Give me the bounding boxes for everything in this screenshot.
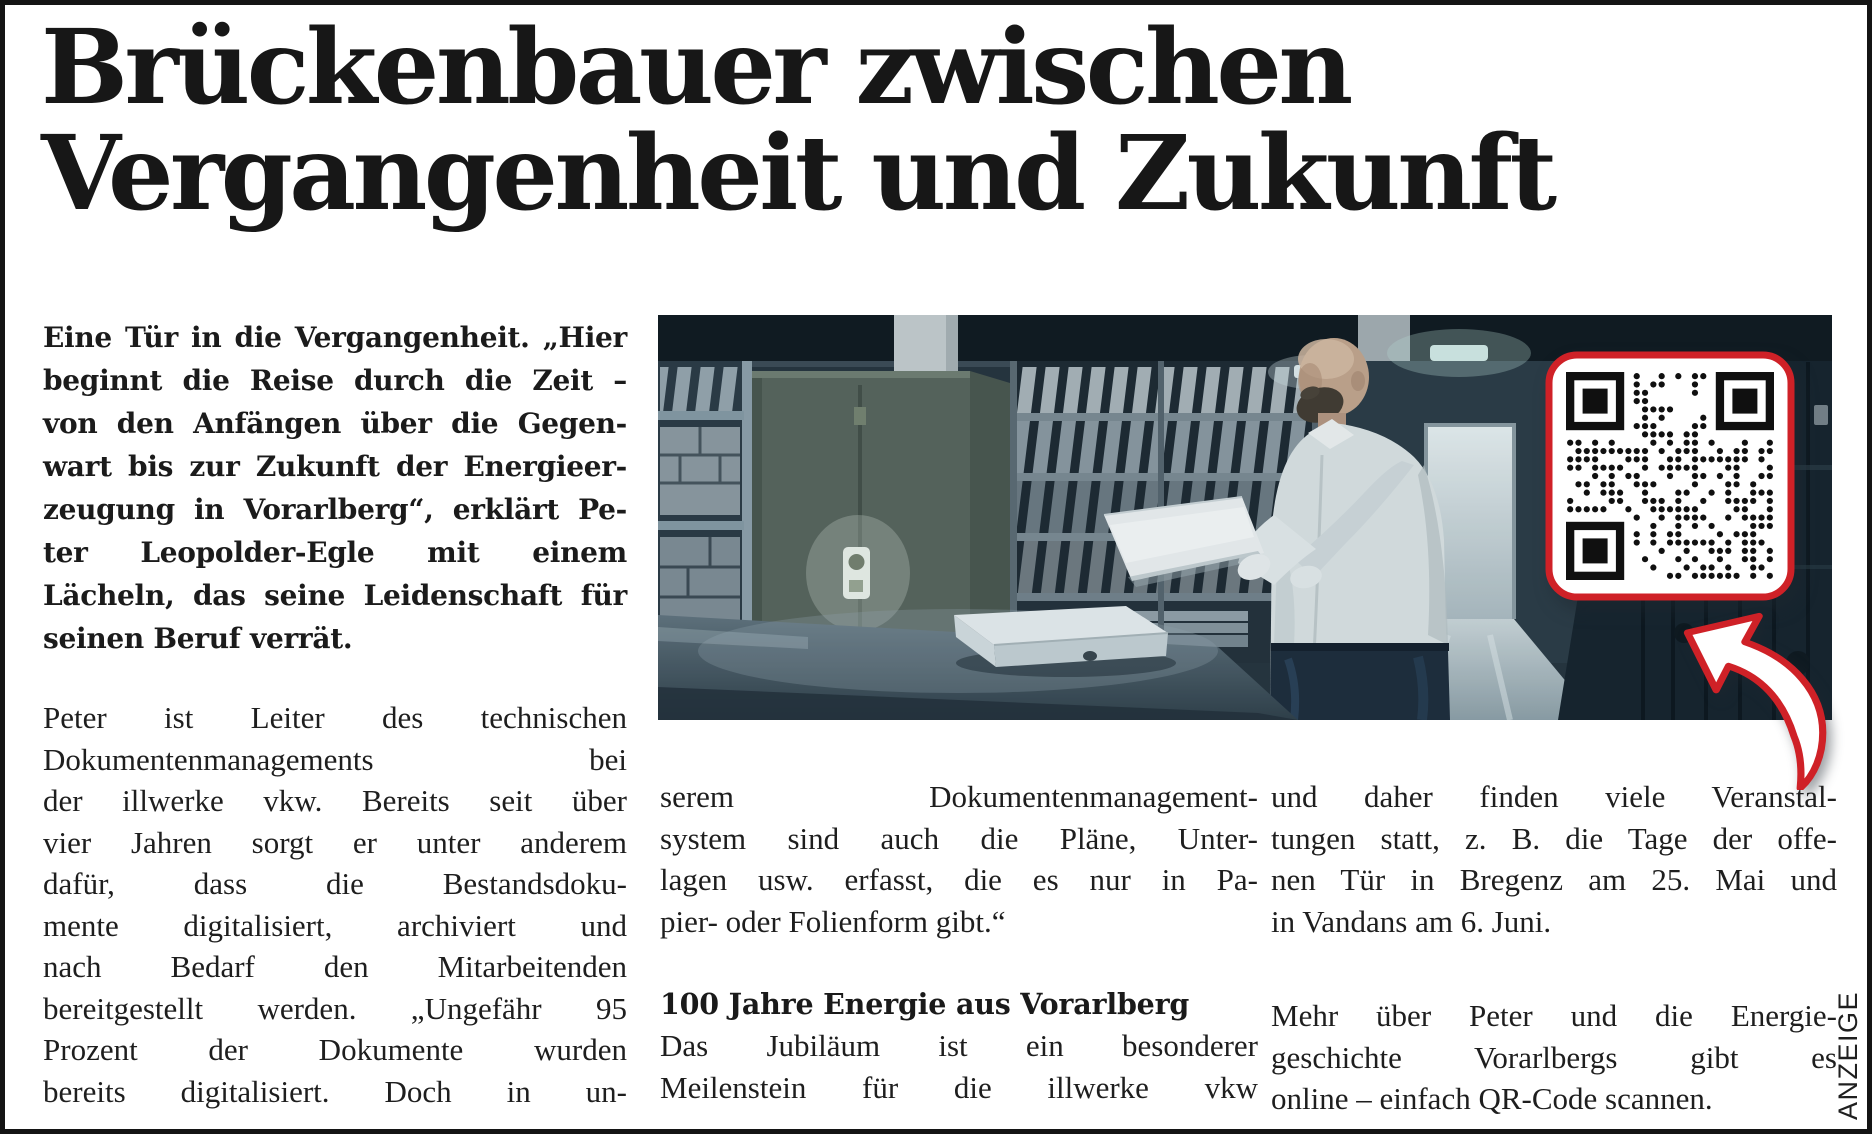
text-line: ter Leopolder-Egle mit einem bbox=[43, 536, 627, 569]
text-line: tungen statt, z. B. die Tage der offe- bbox=[1271, 820, 1837, 856]
text-line: und daher finden viele Veranstal- bbox=[1271, 779, 1837, 814]
headline bbox=[41, 7, 1554, 234]
anzeige-label: ANZEIGE bbox=[1833, 990, 1863, 1120]
text-line: lagen usw. erfasst, die es nur in Pa- bbox=[660, 862, 1258, 897]
text-line: vier Jahren sorgt er unter anderem bbox=[43, 824, 627, 860]
right-paragraph bbox=[1271, 776, 1837, 942]
text-line: von den Anfängen über die Gegen- bbox=[43, 407, 627, 440]
text-line: Eine Tür in die Vergangenheit. „Hier bbox=[43, 321, 627, 354]
right-paragraph-2 bbox=[1271, 995, 1837, 1120]
text-line: nen Tür in Bregenz am 25. Mai und bbox=[1271, 862, 1837, 897]
paragraph-gap bbox=[1271, 942, 1837, 995]
text-line: Dokumentenmanagements bei bbox=[43, 741, 627, 777]
text-line: bereits digitalisiert. Doch in un- bbox=[43, 1073, 627, 1109]
text-line: in Vandans am 6. Juni. bbox=[1271, 903, 1552, 939]
headline-line-2: Vergangenheit und Zukunft bbox=[41, 113, 1554, 234]
subheading: 100 Jahre Energie aus Vorarlberg bbox=[660, 986, 1190, 1021]
headline-line-1: Brückenbauer zwischen bbox=[41, 7, 1350, 128]
text-line: online – einfach QR-Code scannen. bbox=[1271, 1081, 1713, 1116]
intro-paragraph bbox=[43, 316, 627, 660]
qr-code-graphic bbox=[1545, 351, 1795, 601]
text-line: geschichte Vorarlbergs gibt es bbox=[1271, 1039, 1837, 1075]
text-line: wart bis zur Zukunft der Energieer- bbox=[43, 450, 627, 483]
left-column-paragraph bbox=[43, 697, 627, 1112]
text-line: dafür, dass die Bestandsdoku- bbox=[43, 866, 627, 901]
text-line: Das Jubiläum ist ein besonderer bbox=[660, 1028, 1258, 1063]
text-line: zeugung in Vorarlberg“, erklärt Pe- bbox=[43, 493, 627, 526]
text-line: serem Dokumentenmanagement- bbox=[660, 779, 1258, 814]
text-line: Peter ist Leiter des technischen bbox=[43, 700, 627, 735]
text-line: Mehr über Peter und die Energie- bbox=[1271, 998, 1837, 1033]
text-line: system sind auch die Pläne, Unter- bbox=[660, 820, 1258, 856]
text-line: beginnt die Reise durch die Zeit – bbox=[43, 364, 627, 397]
qr-code bbox=[1545, 351, 1795, 601]
text-line: pier- oder Folienform gibt.“ bbox=[660, 903, 1006, 939]
text-line: mente digitalisiert, archiviert und bbox=[43, 907, 627, 943]
text-line: bereitgestellt werden. „Ungefähr 95 bbox=[43, 990, 627, 1026]
middle-column bbox=[660, 776, 1258, 1108]
text-line: Prozent der Dokumente wurden bbox=[43, 1032, 627, 1067]
text-line: nach Bedarf den Mitarbeitenden bbox=[43, 949, 627, 984]
middle-paragraph bbox=[660, 776, 1258, 942]
qr-arrow bbox=[1669, 605, 1872, 790]
right-column bbox=[1271, 776, 1837, 1120]
text-line: Lächeln, das seine Leidenschaft für bbox=[43, 579, 627, 612]
text-line: Meilenstein für die illwerke vkw bbox=[660, 1069, 1258, 1105]
text-line: der illwerke vkw. Bereits seit über bbox=[43, 783, 627, 818]
text-line: seinen Beruf verrät. bbox=[43, 622, 353, 655]
middle-paragraph-2 bbox=[660, 1025, 1258, 1108]
qr-arrow-graphic bbox=[1669, 605, 1872, 790]
